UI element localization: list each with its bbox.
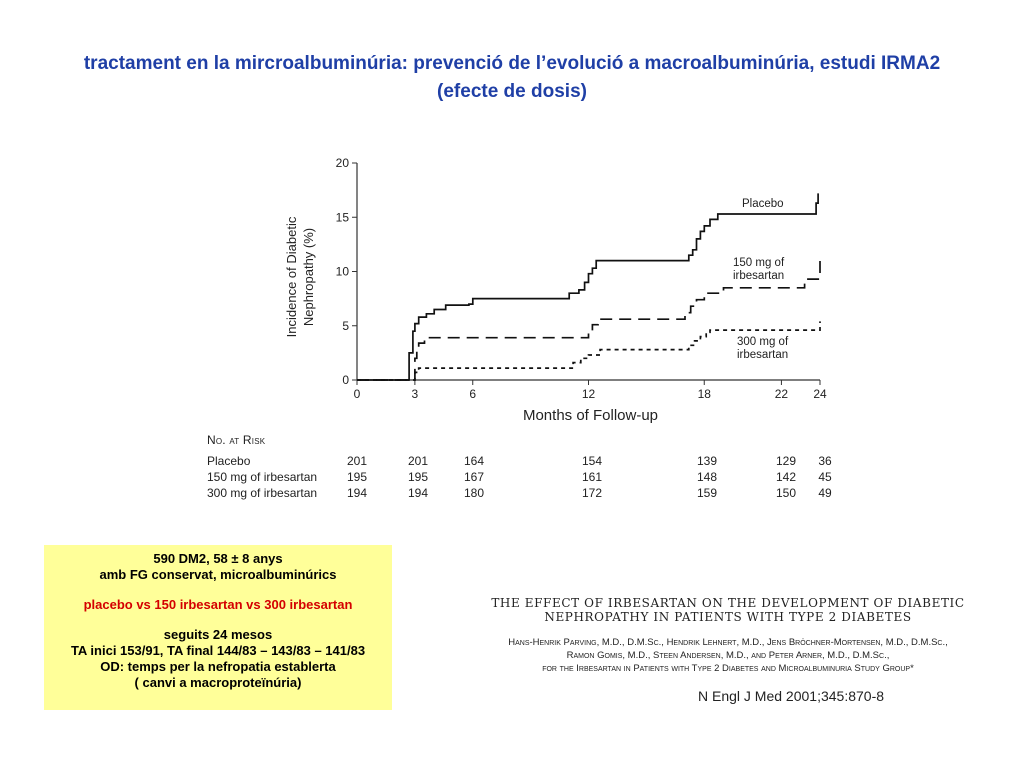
series-label-1: Placebo [742,198,784,210]
y-axis-label-line-1: Incidence of Diabetic [284,216,299,338]
paper-citation [488,596,968,675]
risk-value: 154 [581,454,603,468]
paper-title-line-1: THE EFFECT OF IRBESARTAN ON THE DEVELOPMENT OF DIABETIC [491,596,965,610]
y-tick-label: 5 [342,318,349,333]
slide-title-line-1: tractament en la mircroalbuminúria: prevenció de l’evolució a macroalbuminúria, estudi IRMA2 [83,53,941,74]
x-tick-label: 3 [411,387,419,401]
x-axis-label: Months of Follow-up [522,407,659,424]
summary-line-7: ( canvi a macroproteïnúria) [134,675,302,690]
risk-value: 142 [775,470,797,484]
risk-value: 45 [818,470,832,484]
risk-row-label: 300 mg of irbesartan [207,486,318,500]
risk-value: 201 [407,454,429,468]
summary-line-6: OD: temps per la nefropatia establerta [100,659,336,674]
risk-value: 49 [818,486,832,500]
y-axis-label-line-2: Nephropathy (%) [301,227,316,327]
risk-value: 201 [346,454,368,468]
summary-line-1: 590 DM2, 58 ± 8 anys [153,551,283,566]
y-tick-label: 15 [335,210,349,225]
series-label-3: 300 mg of [737,336,789,348]
risk-value: 195 [346,470,368,484]
summary-line-5: TA inici 153/91, TA final 144/83 – 143/83 – 141/83 [70,643,366,658]
series-label-2: irbesartan [733,270,785,282]
summary-line-3: placebo vs 150 irbesartan vs 300 irbesartan [83,597,353,612]
risk-value: 159 [696,486,718,500]
risk-table-header: No. at Risk [207,433,266,447]
authors-line-2: Ramon Gomis, M.D., Steen Andersen, M.D., and Peter Arner, M.D., D.M.Sc., [566,650,890,661]
y-tick-label: 10 [335,264,349,279]
risk-value: 195 [407,470,429,484]
summary-line-2: amb FG conservat, microalbuminúrics [99,567,337,582]
study-summary-box [44,545,392,710]
risk-value: 180 [463,486,485,500]
risk-row-label: 150 mg of irbesartan [207,470,318,484]
series-label-3: irbesartan [737,349,789,361]
risk-value: 161 [581,470,603,484]
summary-line-4: seguits 24 mesos [163,627,273,642]
x-tick-label: 6 [469,387,477,401]
authors-line-3: for the Irbesartan in Patients with Type 2 Diabetes and Microalbuminuria Study Group* [542,663,914,674]
risk-value: 194 [346,486,368,500]
paper-title-line-2: NEPHROPATHY IN PATIENTS WITH TYPE 2 DIABETES [544,610,912,624]
risk-value: 129 [775,454,797,468]
journal-reference: N Engl J Med 2001;345:870-8 [698,688,885,704]
risk-value: 167 [463,470,485,484]
paper-title [488,596,968,624]
risk-value: 36 [818,454,832,468]
authors-line-1: Hans-Henrik Parving, M.D., D.M.Sc., Hendrik Lehnert, M.D., Jens Bröchner-Mortensen, M.D., D.M.Sc., [508,637,948,648]
x-tick-label: 22 [774,387,789,401]
risk-row-label: Placebo [207,454,251,468]
y-tick-label: 0 [342,373,349,387]
slide-title-line-2: (efecte de dosis) [437,81,587,102]
risk-value: 164 [463,454,485,468]
risk-value: 194 [407,486,429,500]
paper-authors [488,636,968,675]
x-tick-label: 24 [813,387,827,401]
risk-value: 139 [696,454,718,468]
y-tick-label: 20 [335,156,349,170]
risk-value: 150 [775,486,797,500]
x-tick-label: 12 [581,387,596,401]
x-tick-label: 0 [353,387,361,401]
risk-value: 148 [696,470,718,484]
x-tick-label: 18 [697,387,711,401]
series-label-2: 150 mg of [733,257,785,269]
risk-value: 172 [581,486,603,500]
